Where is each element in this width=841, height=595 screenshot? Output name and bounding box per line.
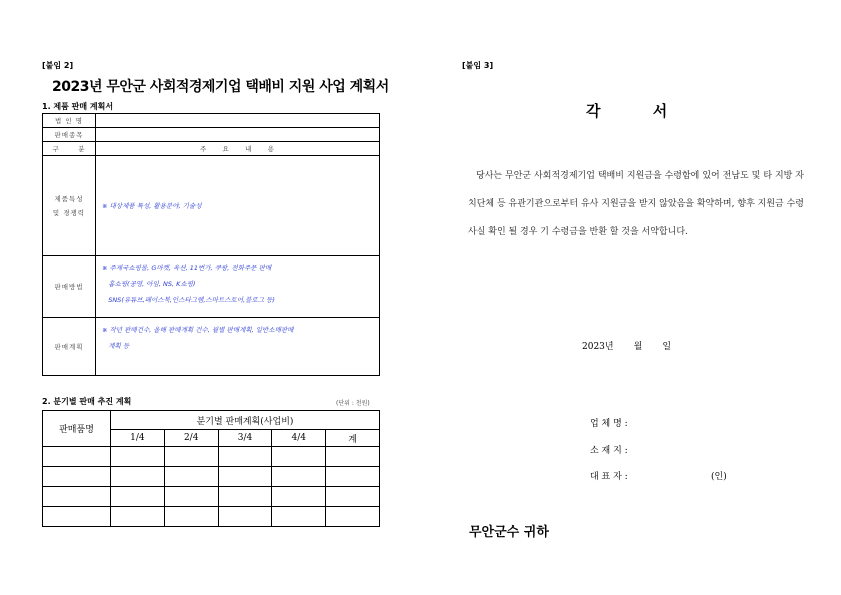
quarterly-plan-table: [42, 410, 380, 527]
table-row: [43, 487, 380, 507]
table-cell[interactable]: [111, 487, 165, 507]
seal-mark: (인): [711, 472, 727, 482]
plan-title: 2023년 무안군 사회적경제기업 택배비 지원 사업 계획서: [52, 79, 389, 95]
company-label: 업 체 명 :: [590, 419, 628, 429]
unit-label: (단위 : 천원): [336, 400, 370, 407]
table-cell[interactable]: [272, 447, 326, 467]
table-cell[interactable]: [218, 507, 272, 527]
section1-title: 1. 제품 판매 계획서: [42, 102, 114, 111]
table-cell[interactable]: [272, 467, 326, 487]
corp-name-field[interactable]: [96, 114, 380, 128]
table-cell[interactable]: [111, 467, 165, 487]
product-sales-plan-table: [42, 113, 380, 376]
sales-plan-note[interactable]: ※ 작년 판매건수, 올해 판매계획 건수, 월별 판매계획, 일반소매판매 계획 등: [96, 318, 380, 376]
table-cell[interactable]: [272, 507, 326, 527]
pledge-title: 각 서: [586, 102, 668, 120]
table-cell[interactable]: [326, 487, 380, 507]
table-row: [43, 447, 380, 467]
quarter-header: 분기별 판매계획(사업비): [111, 411, 380, 430]
sales-plan-label: 판매계획: [43, 318, 96, 376]
table-cell[interactable]: [43, 507, 111, 527]
header-contents: 주 요 내 용: [96, 142, 380, 156]
table-cell[interactable]: [326, 467, 380, 487]
table-cell[interactable]: [218, 487, 272, 507]
sales-reg-label: 판매종목: [43, 128, 96, 142]
sales-reg-field[interactable]: [96, 128, 380, 142]
table-cell[interactable]: [326, 507, 380, 527]
table-cell[interactable]: [164, 467, 218, 487]
address-label: 소 재 지 :: [590, 446, 628, 456]
addressee: 무안군수 귀하: [469, 525, 549, 540]
product-note[interactable]: ※ 대상제품 특성, 활용분야, 기술성: [96, 156, 380, 256]
table-row: [43, 467, 380, 487]
date-line: 2023년 월 일: [582, 342, 672, 352]
table-cell[interactable]: [43, 487, 111, 507]
product-name-header: 판매품명: [43, 411, 111, 447]
col-q3: 3/4: [218, 430, 272, 447]
attachment-tag-3: [붙임 3]: [462, 61, 494, 70]
col-q4: 4/4: [272, 430, 326, 447]
attachment-tag-2: [붙임 2]: [42, 61, 74, 70]
table-cell[interactable]: [164, 487, 218, 507]
table-cell[interactable]: [272, 487, 326, 507]
corp-name-label: 법 인 명: [43, 114, 96, 128]
product-label: 제품특성 및 경쟁력: [43, 156, 96, 256]
table-cell[interactable]: [111, 447, 165, 467]
col-total: 계: [326, 430, 380, 447]
pledge-body: 당사는 무안군 사회적경제기업 택배비 지원금을 수령함에 있어 전남도 및 타 지방 자치단체 등 유관기관으로부터 유사 지원금을 받지 않았음을 확약하며, 향후 지원금 수령 사실 확인 될 경우 기 수령금을 반환 할 것을 서약합니다.: [468, 171, 804, 237]
section2-title: 2. 분기별 판매 추진 계획: [42, 397, 132, 406]
table-cell[interactable]: [164, 447, 218, 467]
table-cell[interactable]: [326, 447, 380, 467]
col-q1: 1/4: [111, 430, 165, 447]
table-row: [43, 507, 380, 527]
sales-method-label: 판매방법: [43, 256, 96, 318]
table-cell[interactable]: [111, 507, 165, 527]
header-category: 구 분: [43, 142, 96, 156]
representative-label: 대 표 자 :: [590, 472, 628, 482]
table-cell[interactable]: [43, 447, 111, 467]
col-q2: 2/4: [164, 430, 218, 447]
table-cell[interactable]: [218, 467, 272, 487]
table-cell[interactable]: [164, 507, 218, 527]
table-cell[interactable]: [43, 467, 111, 487]
table-cell[interactable]: [218, 447, 272, 467]
sales-method-note[interactable]: ※ 주제국쇼핑몰, G마켓, 옥션, 11번가, 쿠팡, 전화주문 판매 홈쇼핑(공영, 아임, NS, K쇼핑) SNS(유튜브,페이스북,인스타그램,스마트스토어,블로그 등): [96, 256, 380, 318]
